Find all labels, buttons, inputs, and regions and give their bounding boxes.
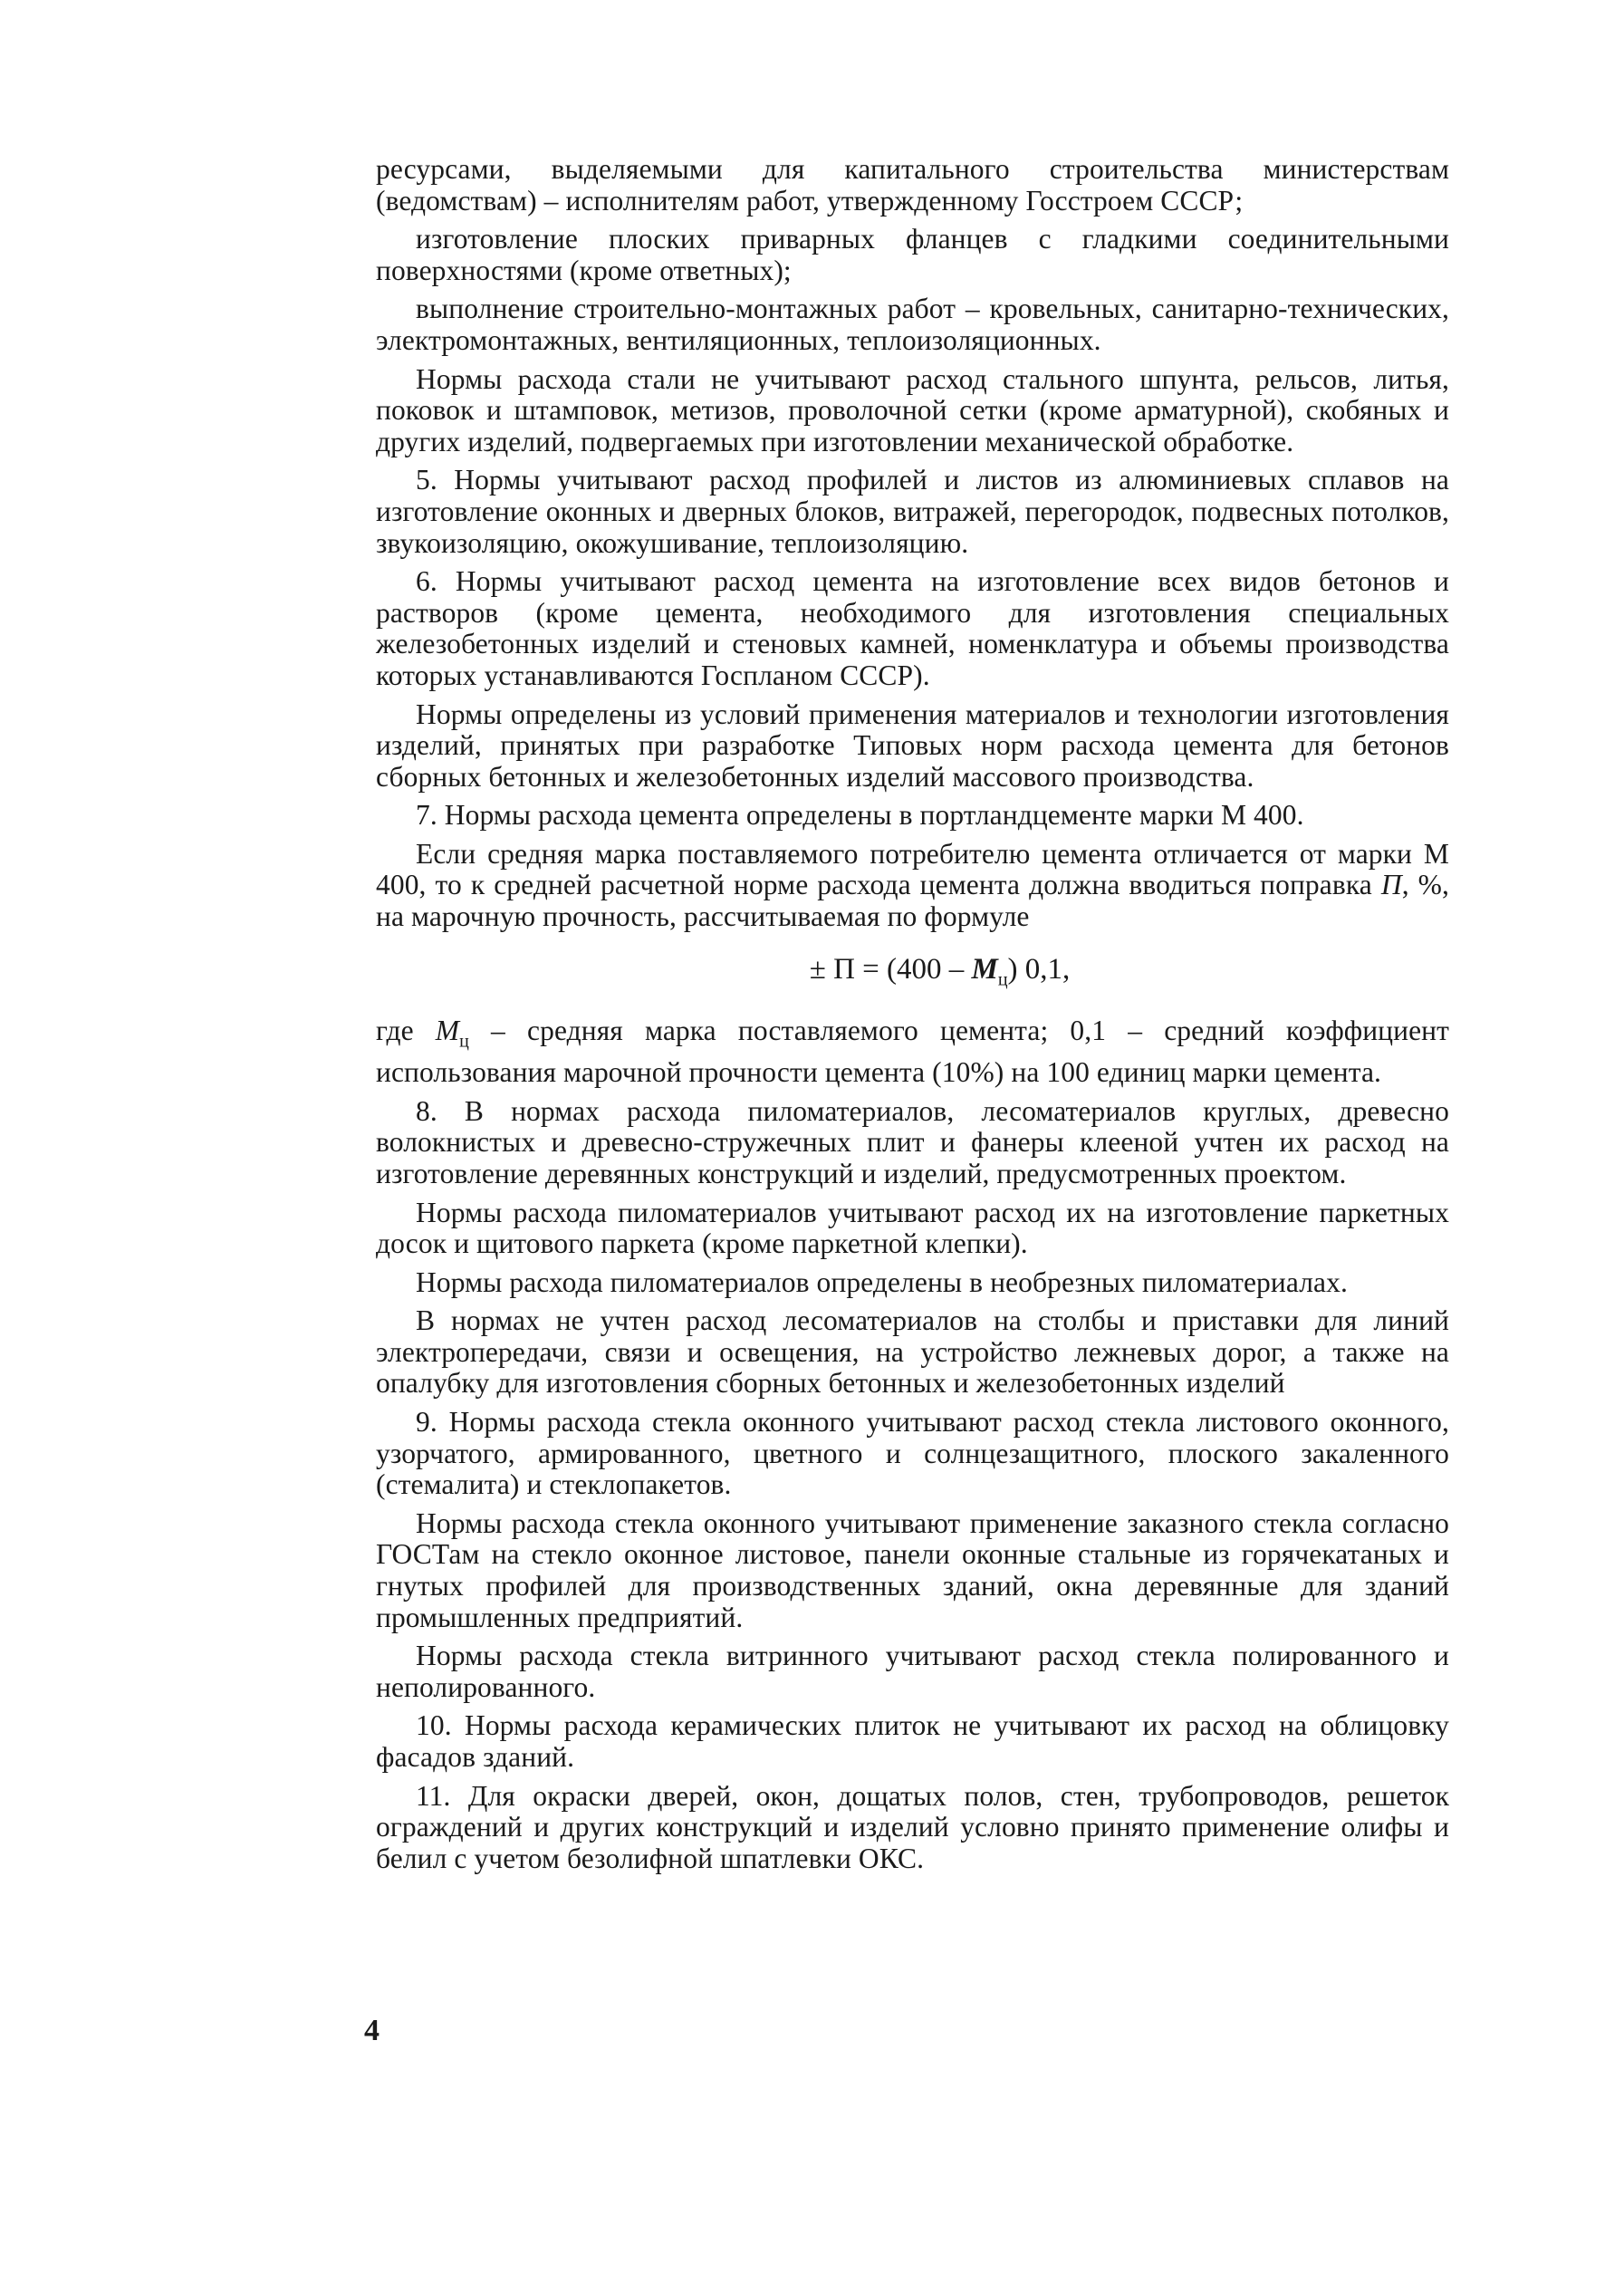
paragraph: 10. Нормы расхода керамических плиток не учитывают их расход на облицовку фасадов зданий. bbox=[376, 1709, 1449, 1774]
paragraph: 11. Для окраски дверей, окон, дощатых полов, стен, трубопроводов, решеток ограждений и других конструкций и изделий условно принято применение олифы и белил с учетом безолифной шпатлевки ОКС. bbox=[376, 1779, 1449, 1874]
paragraph: Нормы расхода пиломатериалов определены в необрезных пиломатериалах. bbox=[416, 1266, 1348, 1298]
document-page bbox=[376, 154, 1449, 1874]
page-number: 4 bbox=[364, 2014, 380, 2047]
paragraph: изготовление плоских приварных фланцев с гладкими соединительными поверхностями (кроме ответных); bbox=[376, 223, 1449, 286]
paragraph: Нормы расхода пиломатериалов учитывают расход их на изготовление паркетных досок и щитового паркета (кроме паркетной клепки). bbox=[376, 1196, 1449, 1260]
text-body-bottom bbox=[376, 1096, 1449, 1875]
paragraph: Нормы определены из условий применения материалов и технологии изготовления изделий, принятых при разработке Типовых норм расхода цемента для бетонов сборных бетонных и железобетонных изделий массового производства. bbox=[376, 698, 1449, 793]
paragraph: 6. Нормы учитывают расход цемента на изготовление всех видов бетонов и растворов (кроме цемента, необходимого для изготовления специальных железобетонных изделий и стеновых камней, номенклатура и объемы производства которых устанавливаются Госпланом СССР). bbox=[376, 565, 1449, 691]
variable-m: М bbox=[435, 1015, 460, 1047]
paragraph: Нормы расхода стекла оконного учитывают применение заказного стекла согласно ГОСТам на стекло оконное листовое, панели оконные стальные из горячекатаных и гнутых профилей для производственных зданий, окна деревянные для зданий промышленных предприятий. bbox=[376, 1506, 1449, 1633]
paragraph: Нормы расхода стали не учитывают расход стального шпунта, рельсов, литья, поковок и штамповок, метизов, проволочной сетки (кроме арматурной), скобяных и других изделий, подвергаемых при изготовлении механической обработке. bbox=[376, 362, 1449, 457]
paragraph: выполнение строительно-монтажных работ – кровельных, санитарно-технических, электромонтажных, вентиляционных, теплоизоляционных. bbox=[376, 293, 1449, 356]
paragraph: Нормы расхода стекла витринного учитывают расход стекла полированного и неполированного. bbox=[376, 1640, 1449, 1703]
paragraph-correction-intro: Если средняя марка поставляемого потребителю цемента отличается от марки М 400, то к средней расчетной норме расхода цемента должна вводиться поправка П, %, на марочную прочность, рассчитываемая по формуле bbox=[376, 837, 1449, 933]
paragraph-formula-explanation: где $М_ц$ – средняя марка поставляемого цемента; 0,1 – средний коэффициент использования марочной прочности цемента (10%) на 100 единиц марки цемента. bbox=[376, 1015, 1449, 1089]
text-body-top bbox=[376, 154, 1449, 832]
paragraph: 7. Нормы расхода цемента определены в портландцементе марки М 400. bbox=[416, 799, 1304, 832]
paragraph: 8. В нормах расхода пиломатериалов, лесоматериалов круглых, древесно волокнистых и древесно-стружечных плит и фанеры клееной учтен их расход на изготовление деревянных конструкций и изделий, предусмотренных проектом. bbox=[376, 1094, 1449, 1189]
paragraph: 5. Нормы учитывают расход профилей и листов из алюминиевых сплавов на изготовление оконных и дверных блоков, витражей, перегородок, подвесных потолков, звукоизоляцию, окожушивание, теплоизоляцию. bbox=[376, 464, 1449, 559]
paragraph: В нормах не учтен расход лесоматериалов на столбы и приставки для линий электропередачи, связи и освещения, на устройство лежневых дорог, а также на опалубку для изготовления сборных бетонных и железобетонных изделий bbox=[376, 1304, 1449, 1400]
formula: ± $П = (400 - М_ц)$ 0,1, bbox=[809, 952, 1071, 990]
variable-p: П bbox=[1380, 869, 1402, 901]
paragraph: 9. Нормы расхода стекла оконного учитывают расход стекла листового оконного, узорчатого, армированного, цветного и солнцезащитного, плоского закаленного (стемалита) и стеклопакетов. bbox=[376, 1406, 1449, 1501]
formula-variable-m: М bbox=[971, 952, 998, 986]
paragraph: ресурсами, выделяемыми для капитального строительства министерствам (ведомствам) – исполнителям работ, утвержденному Госстроем СССР; bbox=[376, 153, 1449, 217]
